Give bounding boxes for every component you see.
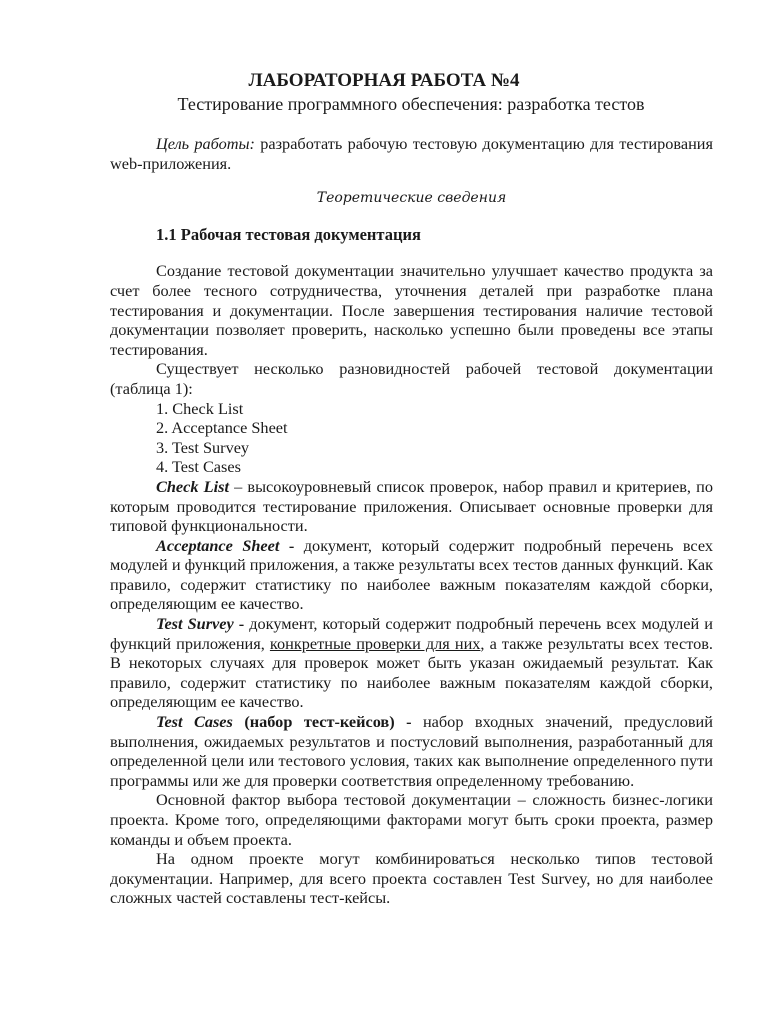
survey-dash: - xyxy=(233,614,250,634)
term-check-list: Check List xyxy=(156,476,229,496)
paragraph-intro: Создание тестовой документации значительно улучшает качество продукта за счет более тесного сотрудничества, уточнения деталей при разработке плана тестирования и документации. После завершения тестирования наличие тестовой документации позволяет проверить, насколько успешно были проведены все этапы тестирования. xyxy=(110,261,713,359)
cases-bold-part: (набор тест-кейсов) - xyxy=(232,712,423,732)
goal-text: разработать рабочую тестовую документацию для тестирования web-приложения. xyxy=(110,134,713,173)
survey-text-a: документ, который содержит подробный перечень всех модулей и функций приложения, xyxy=(110,614,714,653)
list-item: 4. Test Cases xyxy=(156,457,241,477)
paragraph-combination: На одном проекте могут комбинироваться несколько типов тестовой документации. Например, для всего проекта составлен Test Survey, но для наиболее сложных частей составлены тест-кейсы. xyxy=(110,849,713,908)
cases-text: набор входных значений, предусловий выполнения, ожидаемых результатов и постусловий выполнения, разработанный для определенной цели или тестового условия, таких как выполнение определенного пути программы или же для проверки соответствия определенному требованию. xyxy=(110,712,713,790)
paragraph-check-list xyxy=(110,477,713,536)
paragraph-types: Существует несколько разновидностей рабочей тестовой документации (таблица 1): xyxy=(110,359,713,398)
document-subtitle: Тестирование программного обеспечения: разработка тестов xyxy=(177,94,645,114)
list-item: 2. Acceptance Sheet xyxy=(156,418,288,438)
list-item: 1. Check List xyxy=(156,398,244,418)
paragraph-acceptance-sheet xyxy=(110,536,713,614)
document-body xyxy=(110,134,713,908)
survey-text-b: , а также результаты всех тестов. В некоторых случаях для проверок может быть указан ожидаемый результат. Как правило, содержит статистику по наиболее важным показателям каждой сборки, определяющим ее качество. xyxy=(110,633,713,712)
term-acceptance-sheet: Acceptance Sheet xyxy=(156,535,280,555)
survey-underlined: конкретные проверки для них xyxy=(269,633,481,653)
doc-types-list xyxy=(110,399,713,477)
acceptance-text: документ, который содержит подробный перечень всех модулей и функций приложения, а также результаты всех тестов данных функций. Как правило, содержит статистику по наиболее важным показателям каждой сборки, определяющим ее качество. xyxy=(110,535,714,614)
paragraph-test-survey xyxy=(110,614,713,712)
goal-label: Цель работы: xyxy=(156,134,255,153)
term-test-cases: Test Cases xyxy=(156,712,233,732)
paragraph-main-factor: Основной фактор выбора тестовой документации – сложность бизнес-логики проекта. Кроме того, определяющими факторами могут быть сроки проекта, размер команды и объем проекта. xyxy=(110,790,713,849)
acceptance-dash: - xyxy=(279,535,304,555)
term-test-survey: Test Survey xyxy=(156,614,234,634)
section-title: Теоретические сведения xyxy=(316,190,507,207)
document-title: ЛАБОРАТОРНАЯ РАБОТА №4 xyxy=(248,70,520,91)
goal-paragraph xyxy=(110,134,713,173)
check-list-text: – высокоуровневый список проверок, набор правил и критериев, по которым проводится тестирование приложения. Описывает основные проверки для типовой функциональности. xyxy=(110,476,713,536)
list-item: 3. Test Survey xyxy=(156,437,250,457)
section-heading: 1.1 Рабочая тестовая документация xyxy=(156,224,421,244)
paragraph-test-cases xyxy=(110,712,713,790)
